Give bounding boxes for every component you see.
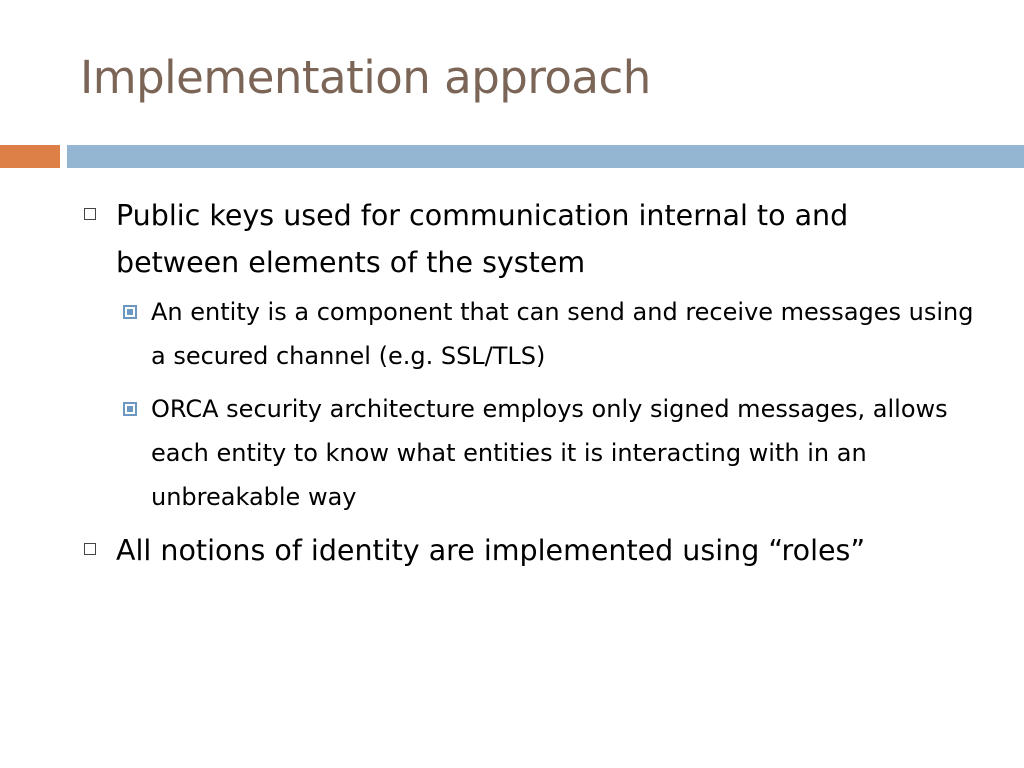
title-accent-bar-blue — [67, 145, 1024, 168]
bullet-text: All notions of identity are implemented using “roles” — [116, 534, 866, 567]
sub-bullet-text: An entity is a component that can send and receive messages using a secured channel (e.g. SSL/TLS) — [151, 298, 974, 370]
sub-bullet-list — [80, 290, 980, 519]
hollow-square-bullet-icon — [84, 208, 96, 220]
sub-bullet-item — [116, 387, 980, 519]
bullet-text: Public keys used for communication internal to and between elements of the system — [116, 199, 849, 279]
bullet-item — [80, 527, 980, 574]
bullet-item — [80, 192, 980, 286]
sub-bullet-text: ORCA security architecture employs only signed messages, allows each entity to know what entities it is interacting with in an unbreakable way — [151, 395, 948, 511]
filled-square-bullet-icon — [123, 402, 137, 416]
hollow-square-bullet-icon — [84, 543, 96, 555]
slide-body — [80, 192, 980, 574]
sub-bullet-item — [116, 290, 980, 378]
slide-title: Implementation approach — [80, 51, 651, 104]
filled-square-bullet-icon — [123, 305, 137, 319]
title-accent-bar-orange — [0, 145, 60, 168]
